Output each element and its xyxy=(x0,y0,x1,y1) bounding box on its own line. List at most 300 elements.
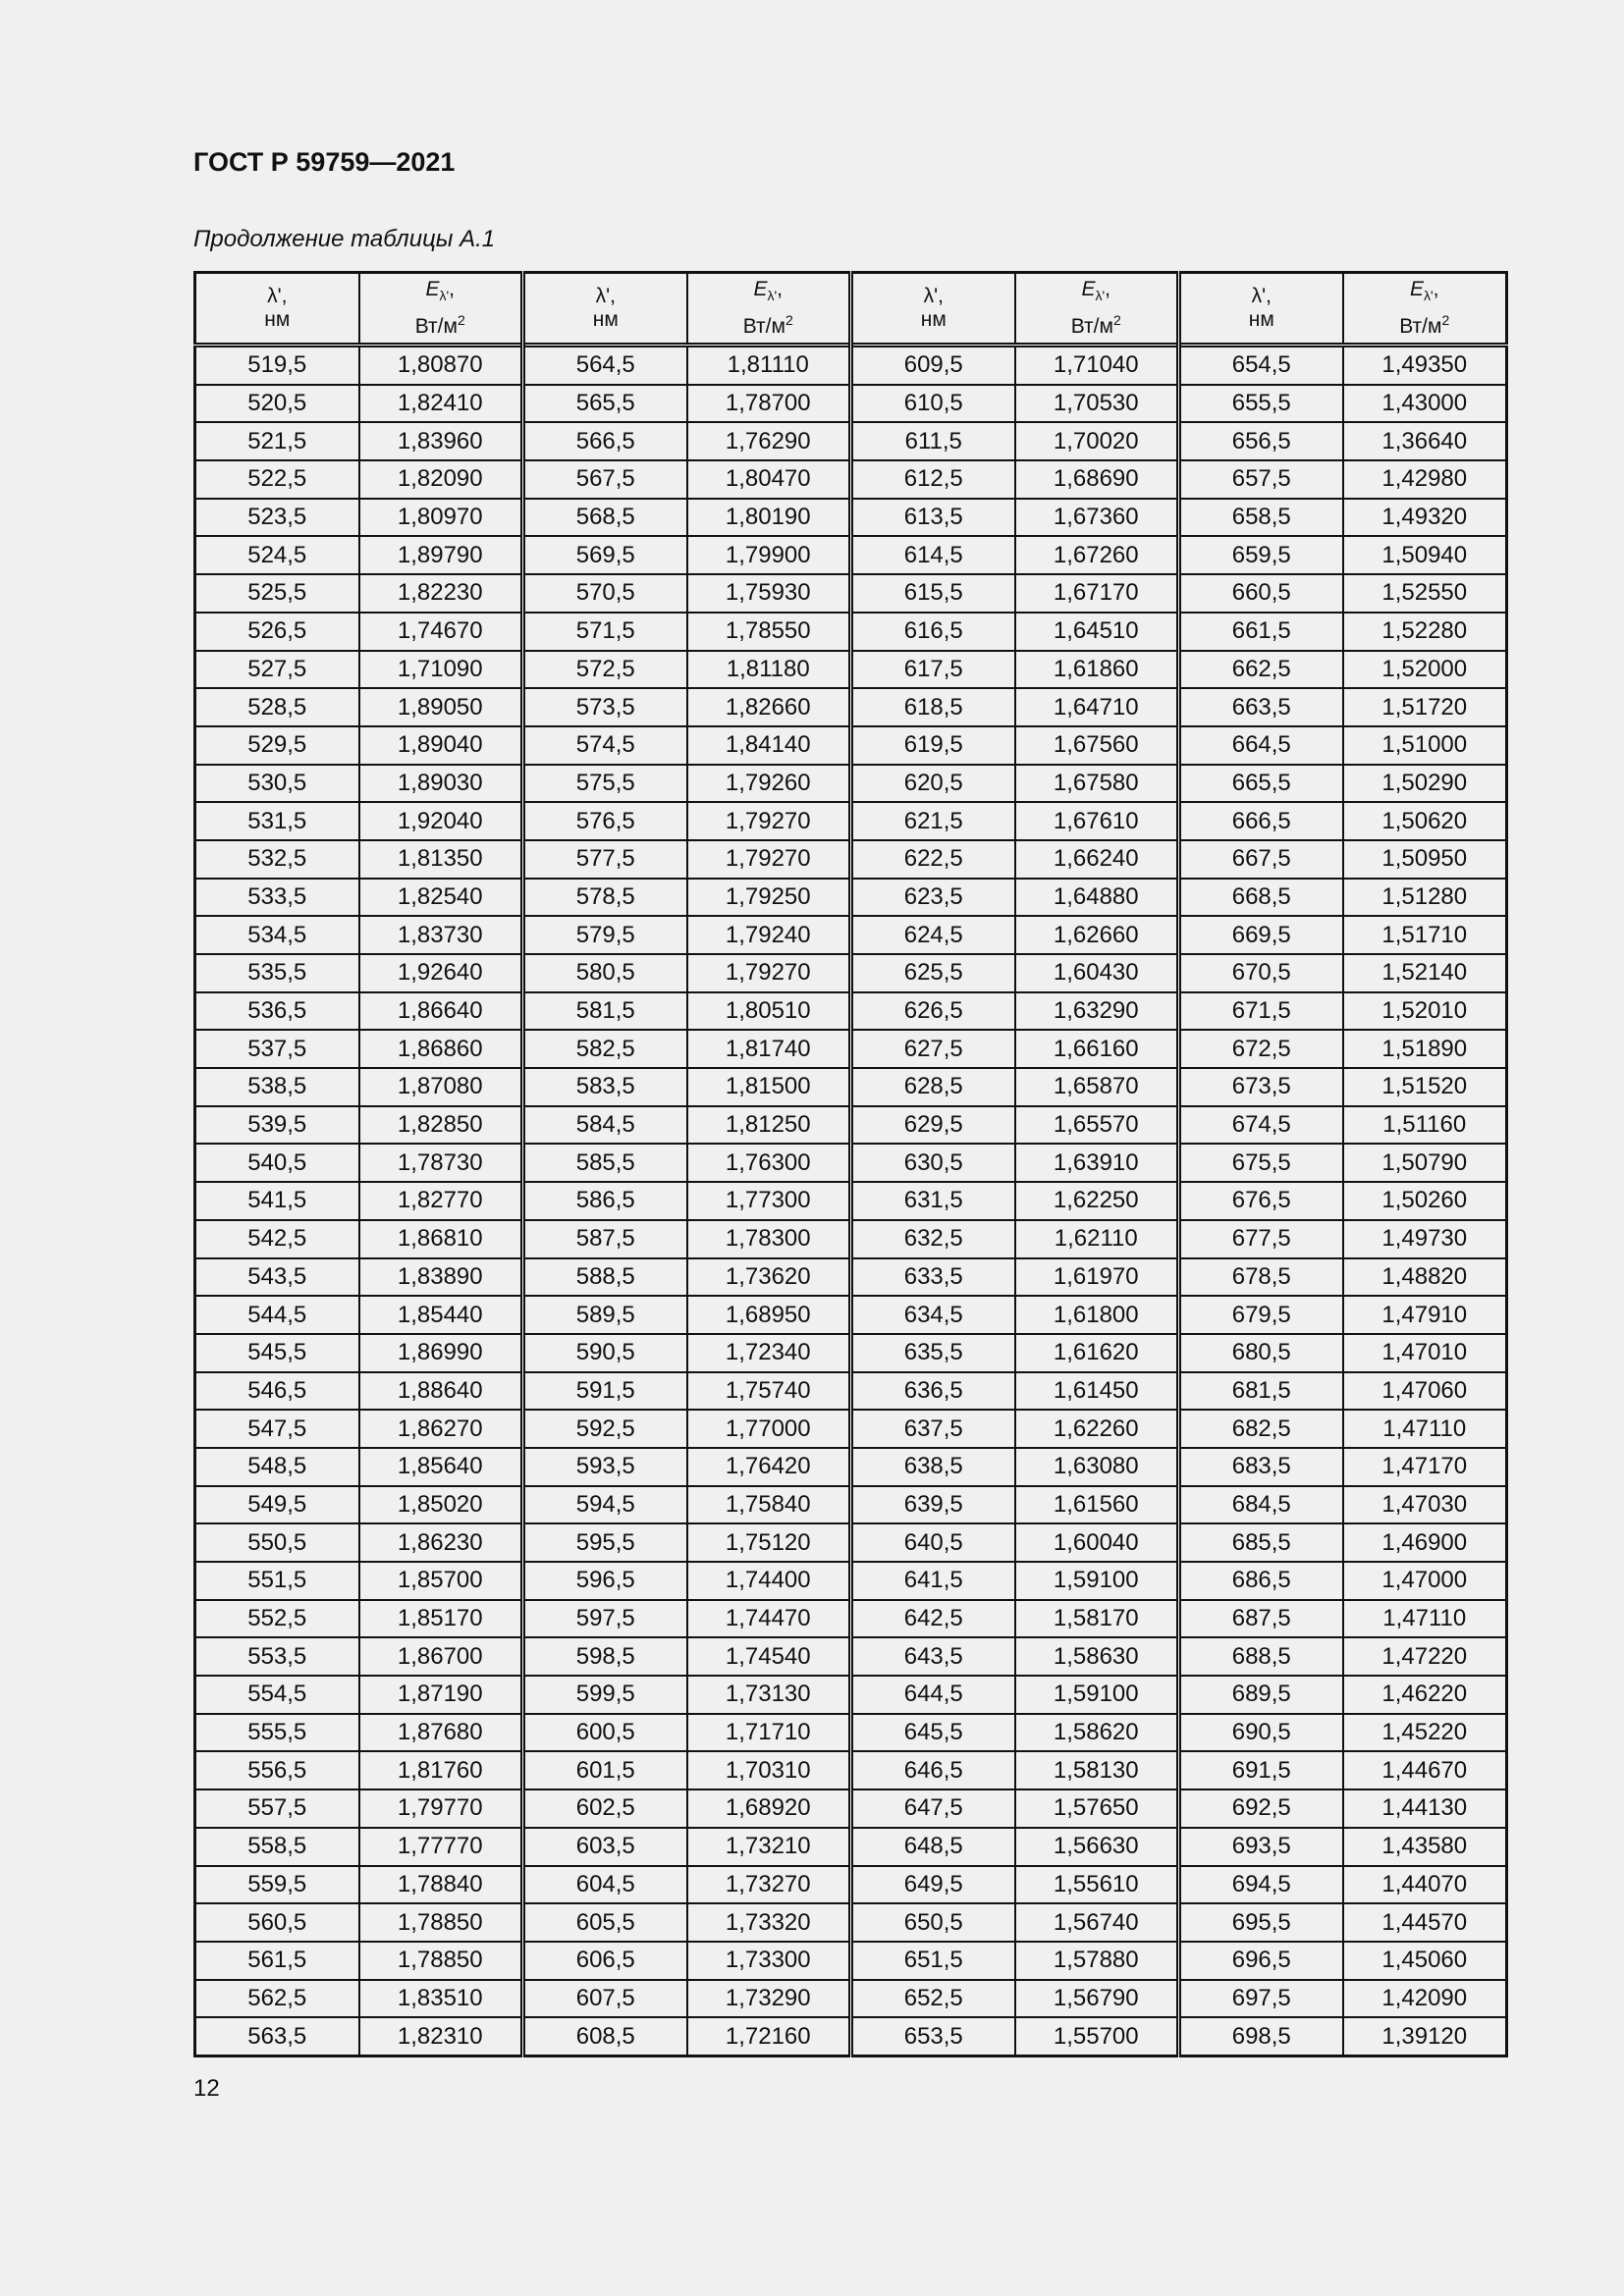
irradiance-cell: 1,83730 xyxy=(359,916,523,954)
wavelength-cell: 679,5 xyxy=(1179,1296,1343,1334)
irradiance-cell: 1,85700 xyxy=(359,1562,523,1600)
irradiance-cell: 1,52280 xyxy=(1343,613,1507,651)
wavelength-cell: 558,5 xyxy=(195,1828,359,1866)
irradiance-cell: 1,75840 xyxy=(687,1486,851,1524)
irradiance-cell: 1,73320 xyxy=(687,1903,851,1942)
wavelength-cell: 693,5 xyxy=(1179,1828,1343,1866)
wavelength-cell: 562,5 xyxy=(195,1980,359,2018)
wavelength-cell: 597,5 xyxy=(523,1600,687,1638)
wavelength-cell: 625,5 xyxy=(851,954,1015,992)
table-row xyxy=(195,1258,1507,1297)
wavelength-cell: 680,5 xyxy=(1179,1334,1343,1372)
wavelength-cell: 575,5 xyxy=(523,765,687,803)
irradiance-cell: 1,73290 xyxy=(687,1980,851,2018)
wavelength-cell: 540,5 xyxy=(195,1144,359,1182)
irradiance-cell: 1,61860 xyxy=(1015,651,1179,689)
irradiance-cell: 1,79270 xyxy=(687,840,851,879)
wavelength-cell: 553,5 xyxy=(195,1637,359,1676)
wavelength-cell: 662,5 xyxy=(1179,651,1343,689)
irradiance-cell: 1,65570 xyxy=(1015,1106,1179,1145)
irradiance-cell: 1,85440 xyxy=(359,1296,523,1334)
irradiance-cell: 1,84140 xyxy=(687,726,851,765)
irradiance-cell: 1,68950 xyxy=(687,1296,851,1334)
wavelength-cell: 663,5 xyxy=(1179,688,1343,726)
wavelength-cell: 607,5 xyxy=(523,1980,687,2018)
wavelength-cell: 584,5 xyxy=(523,1106,687,1145)
irradiance-cell: 1,71090 xyxy=(359,651,523,689)
irradiance-cell: 1,47910 xyxy=(1343,1296,1507,1334)
table-row xyxy=(195,1676,1507,1714)
irradiance-cell: 1,76420 xyxy=(687,1448,851,1486)
irradiance-cell: 1,63080 xyxy=(1015,1448,1179,1486)
e-unit: Вт/м xyxy=(742,314,785,338)
irradiance-cell: 1,43580 xyxy=(1343,1828,1507,1866)
irradiance-cell: 1,47110 xyxy=(1343,1410,1507,1448)
wavelength-cell: 519,5 xyxy=(195,346,359,385)
lambda-label: λ', xyxy=(1251,285,1272,307)
wavelength-cell: 525,5 xyxy=(195,574,359,613)
irradiance-cell: 1,46900 xyxy=(1343,1523,1507,1562)
wavelength-cell: 647,5 xyxy=(851,1789,1015,1828)
irradiance-cell: 1,74400 xyxy=(687,1562,851,1600)
e-subscript: λ' xyxy=(1423,288,1434,304)
wavelength-cell: 611,5 xyxy=(851,422,1015,460)
wavelength-cell: 565,5 xyxy=(523,385,687,423)
wavelength-cell: 526,5 xyxy=(195,613,359,651)
irradiance-cell: 1,72160 xyxy=(687,2017,851,2056)
wavelength-cell: 593,5 xyxy=(523,1448,687,1486)
wavelength-cell: 588,5 xyxy=(523,1258,687,1297)
irradiance-cell: 1,78850 xyxy=(359,1942,523,1980)
irradiance-cell: 1,57880 xyxy=(1015,1942,1179,1980)
wavelength-cell: 615,5 xyxy=(851,574,1015,613)
e-subscript: λ' xyxy=(1095,288,1106,304)
wavelength-cell: 616,5 xyxy=(851,613,1015,651)
wavelength-cell: 541,5 xyxy=(195,1182,359,1220)
irradiance-cell: 1,67360 xyxy=(1015,499,1179,537)
wavelength-cell: 661,5 xyxy=(1179,613,1343,651)
irradiance-cell: 1,56740 xyxy=(1015,1903,1179,1942)
wavelength-cell: 551,5 xyxy=(195,1562,359,1600)
irradiance-cell: 1,92040 xyxy=(359,802,523,840)
e-comma: , xyxy=(777,278,784,301)
irradiance-cell: 1,82660 xyxy=(687,688,851,726)
lambda-label: λ', xyxy=(267,285,288,307)
table-row xyxy=(195,1828,1507,1866)
wavelength-cell: 614,5 xyxy=(851,536,1015,574)
irradiance-cell: 1,63910 xyxy=(1015,1144,1179,1182)
irradiance-cell: 1,47030 xyxy=(1343,1486,1507,1524)
table-row xyxy=(195,1410,1507,1448)
wavelength-cell: 648,5 xyxy=(851,1828,1015,1866)
table-row xyxy=(195,1523,1507,1562)
wavelength-cell: 621,5 xyxy=(851,802,1015,840)
irradiance-cell: 1,89030 xyxy=(359,765,523,803)
table-row xyxy=(195,765,1507,803)
irradiance-cell: 1,50790 xyxy=(1343,1144,1507,1182)
wavelength-cell: 580,5 xyxy=(523,954,687,992)
irradiance-cell: 1,50950 xyxy=(1343,840,1507,879)
irradiance-cell: 1,86700 xyxy=(359,1637,523,1676)
wavelength-cell: 582,5 xyxy=(523,1030,687,1068)
table-row xyxy=(195,1637,1507,1676)
irradiance-cell: 1,86990 xyxy=(359,1334,523,1372)
wavelength-cell: 612,5 xyxy=(851,460,1015,499)
table-row xyxy=(195,726,1507,765)
wavelength-cell: 696,5 xyxy=(1179,1942,1343,1980)
table-row xyxy=(195,840,1507,879)
irradiance-cell: 1,56630 xyxy=(1015,1828,1179,1866)
e-label: E xyxy=(753,278,768,301)
table-row xyxy=(195,688,1507,726)
wavelength-cell: 669,5 xyxy=(1179,916,1343,954)
wavelength-cell: 595,5 xyxy=(523,1523,687,1562)
irradiance-cell: 1,78850 xyxy=(359,1903,523,1942)
irradiance-cell: 1,82310 xyxy=(359,2017,523,2056)
irradiance-cell: 1,58630 xyxy=(1015,1637,1179,1676)
wavelength-cell: 644,5 xyxy=(851,1676,1015,1714)
irradiance-cell: 1,55700 xyxy=(1015,2017,1179,2056)
lambda-label: λ', xyxy=(923,285,944,307)
wavelength-cell: 577,5 xyxy=(523,840,687,879)
irradiance-cell: 1,59100 xyxy=(1015,1562,1179,1600)
wavelength-cell: 529,5 xyxy=(195,726,359,765)
wavelength-cell: 571,5 xyxy=(523,613,687,651)
table-row xyxy=(195,499,1507,537)
table-row xyxy=(195,1600,1507,1638)
irradiance-cell: 1,81740 xyxy=(687,1030,851,1068)
e-sup: 2 xyxy=(457,311,465,328)
wavelength-cell: 674,5 xyxy=(1179,1106,1343,1145)
irradiance-cell: 1,86230 xyxy=(359,1523,523,1562)
irradiance-cell: 1,79270 xyxy=(687,802,851,840)
wavelength-cell: 642,5 xyxy=(851,1600,1015,1638)
irradiance-cell: 1,86810 xyxy=(359,1220,523,1258)
wavelength-cell: 523,5 xyxy=(195,499,359,537)
irradiance-cell: 1,71040 xyxy=(1015,346,1179,385)
irradiance-cell: 1,66240 xyxy=(1015,840,1179,879)
wavelength-cell: 637,5 xyxy=(851,1410,1015,1448)
table-row xyxy=(195,1220,1507,1258)
wavelength-cell: 605,5 xyxy=(523,1903,687,1942)
table-row xyxy=(195,422,1507,460)
wavelength-cell: 653,5 xyxy=(851,2017,1015,2056)
wavelength-cell: 651,5 xyxy=(851,1942,1015,1980)
wavelength-cell: 554,5 xyxy=(195,1676,359,1714)
wavelength-cell: 671,5 xyxy=(1179,992,1343,1031)
wavelength-cell: 522,5 xyxy=(195,460,359,499)
wavelength-cell: 649,5 xyxy=(851,1866,1015,1904)
wavelength-cell: 542,5 xyxy=(195,1220,359,1258)
wavelength-cell: 573,5 xyxy=(523,688,687,726)
irradiance-cell: 1,62260 xyxy=(1015,1410,1179,1448)
wavelength-cell: 586,5 xyxy=(523,1182,687,1220)
irradiance-cell: 1,73270 xyxy=(687,1866,851,1904)
irradiance-cell: 1,82410 xyxy=(359,385,523,423)
irradiance-cell: 1,42090 xyxy=(1343,1980,1507,2018)
wavelength-cell: 617,5 xyxy=(851,651,1015,689)
wavelength-cell: 697,5 xyxy=(1179,1980,1343,2018)
wavelength-cell: 581,5 xyxy=(523,992,687,1031)
irradiance-cell: 1,80190 xyxy=(687,499,851,537)
wavelength-cell: 687,5 xyxy=(1179,1600,1343,1638)
irradiance-cell: 1,36640 xyxy=(1343,422,1507,460)
wavelength-cell: 645,5 xyxy=(851,1714,1015,1752)
irradiance-cell: 1,61620 xyxy=(1015,1334,1179,1372)
header-irradiance xyxy=(1015,273,1179,346)
table-row xyxy=(195,574,1507,613)
wavelength-cell: 545,5 xyxy=(195,1334,359,1372)
wavelength-cell: 613,5 xyxy=(851,499,1015,537)
irradiance-cell: 1,82770 xyxy=(359,1182,523,1220)
wavelength-cell: 539,5 xyxy=(195,1106,359,1145)
e-subscript: λ' xyxy=(767,288,778,304)
wavelength-cell: 601,5 xyxy=(523,1751,687,1789)
irradiance-cell: 1,62660 xyxy=(1015,916,1179,954)
irradiance-cell: 1,47220 xyxy=(1343,1637,1507,1676)
table-row xyxy=(195,1751,1507,1789)
e-sup: 2 xyxy=(1112,311,1121,328)
irradiance-cell: 1,72340 xyxy=(687,1334,851,1372)
wavelength-cell: 552,5 xyxy=(195,1600,359,1638)
wavelength-cell: 548,5 xyxy=(195,1448,359,1486)
wavelength-cell: 585,5 xyxy=(523,1144,687,1182)
document-title: ГОСТ Р 59759—2021 xyxy=(193,147,456,177)
irradiance-cell: 1,66160 xyxy=(1015,1030,1179,1068)
irradiance-cell: 1,49350 xyxy=(1343,346,1507,385)
irradiance-cell: 1,62250 xyxy=(1015,1182,1179,1220)
wavelength-cell: 598,5 xyxy=(523,1637,687,1676)
irradiance-cell: 1,51160 xyxy=(1343,1106,1507,1145)
wavelength-cell: 576,5 xyxy=(523,802,687,840)
irradiance-cell: 1,89050 xyxy=(359,688,523,726)
irradiance-cell: 1,44070 xyxy=(1343,1866,1507,1904)
table-row xyxy=(195,613,1507,651)
e-sup: 2 xyxy=(1441,311,1450,328)
e-unit: Вт/м xyxy=(1399,314,1442,338)
wavelength-cell: 685,5 xyxy=(1179,1523,1343,1562)
wavelength-cell: 590,5 xyxy=(523,1334,687,1372)
wavelength-cell: 600,5 xyxy=(523,1714,687,1752)
irradiance-cell: 1,67560 xyxy=(1015,726,1179,765)
wavelength-cell: 578,5 xyxy=(523,879,687,917)
header-irradiance xyxy=(1343,273,1507,346)
irradiance-cell: 1,48820 xyxy=(1343,1258,1507,1297)
wavelength-cell: 636,5 xyxy=(851,1372,1015,1411)
irradiance-cell: 1,68690 xyxy=(1015,460,1179,499)
e-comma: , xyxy=(1105,278,1111,301)
header-wavelength xyxy=(851,273,1015,346)
e-label: E xyxy=(1409,278,1424,301)
wavelength-cell: 535,5 xyxy=(195,954,359,992)
table-row xyxy=(195,1980,1507,2018)
table-row xyxy=(195,1296,1507,1334)
e-subscript: λ' xyxy=(439,288,450,304)
wavelength-cell: 549,5 xyxy=(195,1486,359,1524)
header-wavelength xyxy=(1179,273,1343,346)
wavelength-cell: 667,5 xyxy=(1179,840,1343,879)
wavelength-cell: 564,5 xyxy=(523,346,687,385)
table-body xyxy=(195,346,1507,2056)
wavelength-cell: 527,5 xyxy=(195,651,359,689)
wavelength-cell: 603,5 xyxy=(523,1828,687,1866)
irradiance-cell: 1,75740 xyxy=(687,1372,851,1411)
wavelength-cell: 555,5 xyxy=(195,1714,359,1752)
table-row xyxy=(195,385,1507,423)
wavelength-cell: 635,5 xyxy=(851,1334,1015,1372)
irradiance-cell: 1,67260 xyxy=(1015,536,1179,574)
wavelength-cell: 592,5 xyxy=(523,1410,687,1448)
table-row xyxy=(195,879,1507,917)
irradiance-cell: 1,70310 xyxy=(687,1751,851,1789)
irradiance-cell: 1,50260 xyxy=(1343,1182,1507,1220)
irradiance-cell: 1,71710 xyxy=(687,1714,851,1752)
wavelength-cell: 622,5 xyxy=(851,840,1015,879)
page-number: 12 xyxy=(193,2075,220,2102)
wavelength-cell: 521,5 xyxy=(195,422,359,460)
wavelength-cell: 632,5 xyxy=(851,1220,1015,1258)
lambda-unit: нм xyxy=(264,308,291,331)
irradiance-cell: 1,73620 xyxy=(687,1258,851,1297)
wavelength-cell: 684,5 xyxy=(1179,1486,1343,1524)
wavelength-cell: 640,5 xyxy=(851,1523,1015,1562)
irradiance-cell: 1,52010 xyxy=(1343,992,1507,1031)
irradiance-cell: 1,61800 xyxy=(1015,1296,1179,1334)
irradiance-cell: 1,39120 xyxy=(1343,2017,1507,2056)
wavelength-cell: 688,5 xyxy=(1179,1637,1343,1676)
wavelength-cell: 627,5 xyxy=(851,1030,1015,1068)
table-row xyxy=(195,1562,1507,1600)
wavelength-cell: 681,5 xyxy=(1179,1372,1343,1411)
wavelength-cell: 652,5 xyxy=(851,1980,1015,2018)
wavelength-cell: 520,5 xyxy=(195,385,359,423)
irradiance-cell: 1,51890 xyxy=(1343,1030,1507,1068)
table-caption: Продолжение таблицы А.1 xyxy=(193,226,496,252)
table-row xyxy=(195,460,1507,499)
wavelength-cell: 658,5 xyxy=(1179,499,1343,537)
irradiance-cell: 1,47060 xyxy=(1343,1372,1507,1411)
irradiance-cell: 1,88640 xyxy=(359,1372,523,1411)
lambda-label: λ', xyxy=(595,285,616,307)
wavelength-cell: 596,5 xyxy=(523,1562,687,1600)
wavelength-cell: 572,5 xyxy=(523,651,687,689)
wavelength-cell: 624,5 xyxy=(851,916,1015,954)
irradiance-cell: 1,80510 xyxy=(687,992,851,1031)
wavelength-cell: 665,5 xyxy=(1179,765,1343,803)
wavelength-cell: 692,5 xyxy=(1179,1789,1343,1828)
wavelength-cell: 583,5 xyxy=(523,1068,687,1106)
irradiance-cell: 1,61560 xyxy=(1015,1486,1179,1524)
wavelength-cell: 670,5 xyxy=(1179,954,1343,992)
irradiance-cell: 1,85640 xyxy=(359,1448,523,1486)
wavelength-cell: 619,5 xyxy=(851,726,1015,765)
wavelength-cell: 630,5 xyxy=(851,1144,1015,1182)
wavelength-cell: 691,5 xyxy=(1179,1751,1343,1789)
irradiance-cell: 1,87080 xyxy=(359,1068,523,1106)
table-row xyxy=(195,992,1507,1031)
wavelength-cell: 559,5 xyxy=(195,1866,359,1904)
irradiance-cell: 1,68920 xyxy=(687,1789,851,1828)
wavelength-cell: 560,5 xyxy=(195,1903,359,1942)
irradiance-cell: 1,47010 xyxy=(1343,1334,1507,1372)
irradiance-cell: 1,60040 xyxy=(1015,1523,1179,1562)
table-row xyxy=(195,1182,1507,1220)
irradiance-cell: 1,80970 xyxy=(359,499,523,537)
lambda-unit: нм xyxy=(920,308,947,331)
e-unit: Вт/м xyxy=(1070,314,1113,338)
wavelength-cell: 631,5 xyxy=(851,1182,1015,1220)
wavelength-cell: 608,5 xyxy=(523,2017,687,2056)
irradiance-cell: 1,52000 xyxy=(1343,651,1507,689)
e-label: E xyxy=(1081,278,1096,301)
table-row xyxy=(195,1144,1507,1182)
wavelength-cell: 618,5 xyxy=(851,688,1015,726)
irradiance-cell: 1,61450 xyxy=(1015,1372,1179,1411)
wavelength-cell: 620,5 xyxy=(851,765,1015,803)
irradiance-cell: 1,50940 xyxy=(1343,536,1507,574)
wavelength-cell: 602,5 xyxy=(523,1789,687,1828)
wavelength-cell: 604,5 xyxy=(523,1866,687,1904)
wavelength-cell: 673,5 xyxy=(1179,1068,1343,1106)
wavelength-cell: 677,5 xyxy=(1179,1220,1343,1258)
wavelength-cell: 579,5 xyxy=(523,916,687,954)
irradiance-cell: 1,89040 xyxy=(359,726,523,765)
table-row xyxy=(195,1486,1507,1524)
wavelength-cell: 639,5 xyxy=(851,1486,1015,1524)
irradiance-cell: 1,82090 xyxy=(359,460,523,499)
wavelength-cell: 678,5 xyxy=(1179,1258,1343,1297)
table-row xyxy=(195,1866,1507,1904)
irradiance-cell: 1,56790 xyxy=(1015,1980,1179,2018)
irradiance-cell: 1,82850 xyxy=(359,1106,523,1145)
irradiance-cell: 1,79900 xyxy=(687,536,851,574)
irradiance-cell: 1,79270 xyxy=(687,954,851,992)
wavelength-cell: 626,5 xyxy=(851,992,1015,1031)
irradiance-cell: 1,65870 xyxy=(1015,1068,1179,1106)
wavelength-cell: 567,5 xyxy=(523,460,687,499)
wavelength-cell: 629,5 xyxy=(851,1106,1015,1145)
e-comma: , xyxy=(1433,278,1439,301)
irradiance-cell: 1,70020 xyxy=(1015,422,1179,460)
wavelength-cell: 531,5 xyxy=(195,802,359,840)
wavelength-cell: 556,5 xyxy=(195,1751,359,1789)
wavelength-cell: 574,5 xyxy=(523,726,687,765)
irradiance-cell: 1,78700 xyxy=(687,385,851,423)
wavelength-cell: 698,5 xyxy=(1179,2017,1343,2056)
irradiance-cell: 1,73130 xyxy=(687,1676,851,1714)
table-row xyxy=(195,1334,1507,1372)
wavelength-cell: 591,5 xyxy=(523,1372,687,1411)
wavelength-cell: 587,5 xyxy=(523,1220,687,1258)
irradiance-cell: 1,77000 xyxy=(687,1410,851,1448)
irradiance-cell: 1,87680 xyxy=(359,1714,523,1752)
lambda-unit: нм xyxy=(1248,308,1274,331)
irradiance-cell: 1,75930 xyxy=(687,574,851,613)
wavelength-cell: 694,5 xyxy=(1179,1866,1343,1904)
wavelength-cell: 537,5 xyxy=(195,1030,359,1068)
irradiance-cell: 1,44570 xyxy=(1343,1903,1507,1942)
irradiance-cell: 1,57650 xyxy=(1015,1789,1179,1828)
irradiance-cell: 1,43000 xyxy=(1343,385,1507,423)
wavelength-cell: 536,5 xyxy=(195,992,359,1031)
wavelength-cell: 557,5 xyxy=(195,1789,359,1828)
wavelength-cell: 599,5 xyxy=(523,1676,687,1714)
table-row xyxy=(195,1372,1507,1411)
wavelength-cell: 659,5 xyxy=(1179,536,1343,574)
table-row xyxy=(195,1789,1507,1828)
irradiance-cell: 1,51720 xyxy=(1343,688,1507,726)
irradiance-cell: 1,77300 xyxy=(687,1182,851,1220)
